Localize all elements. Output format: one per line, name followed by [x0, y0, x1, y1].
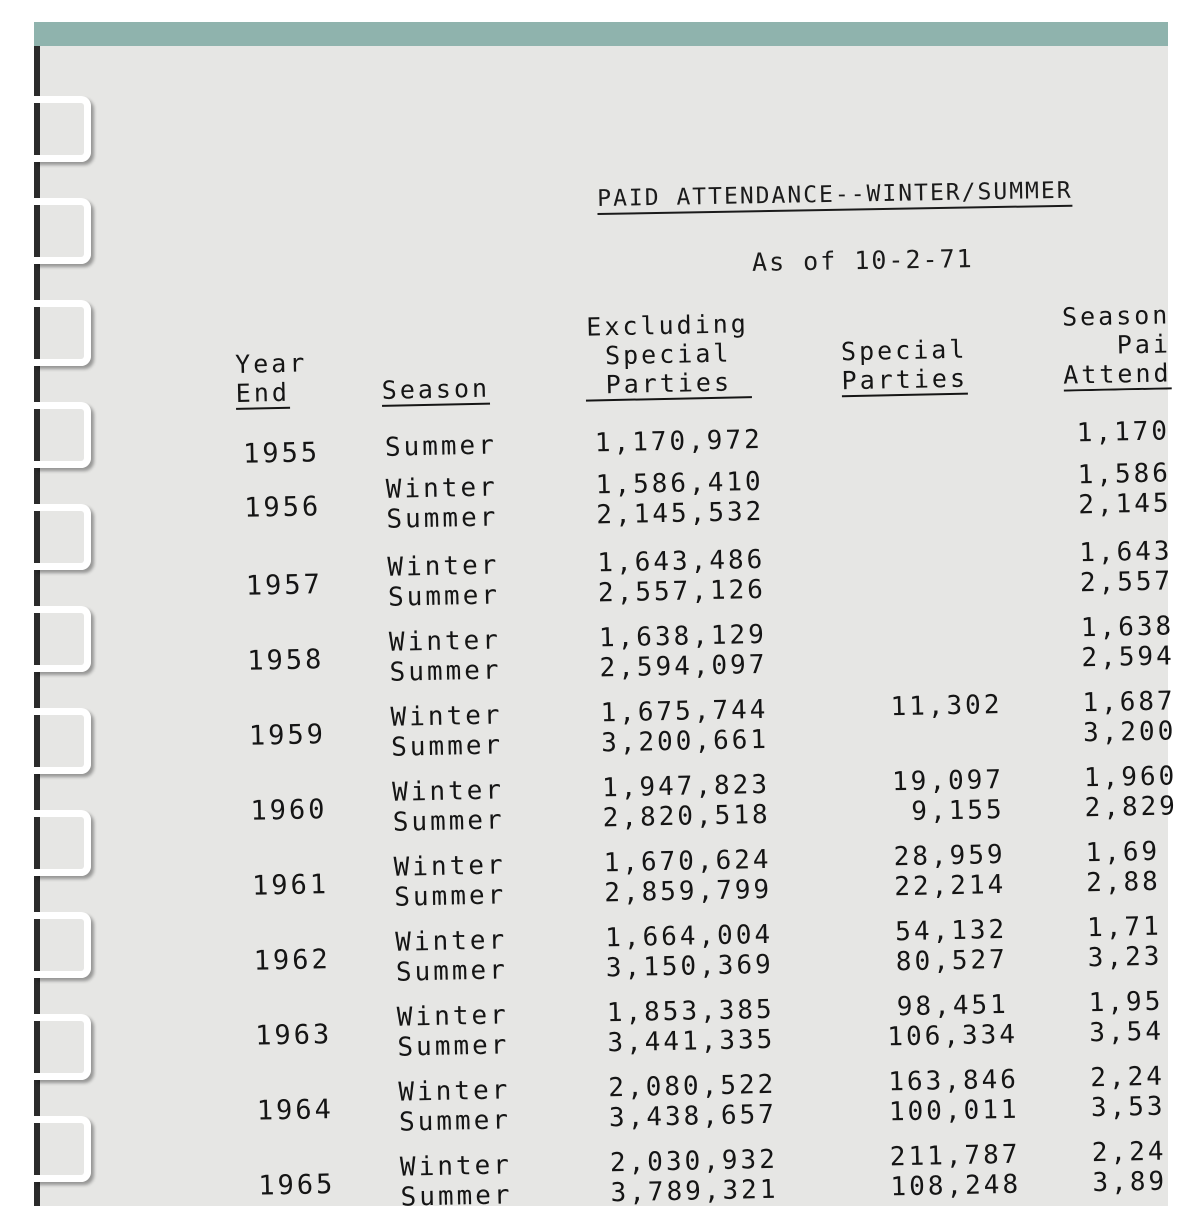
season-paid-attendance-cell-line: 1,170	[1076, 416, 1171, 449]
season-cell-line: Summer	[398, 1105, 512, 1138]
excluding-special-parties-cell	[603, 845, 772, 909]
binding-ring	[34, 198, 91, 264]
special-parties-cell-line: 22,214	[893, 869, 1007, 903]
excluding-special-parties-cell-line: 1,947,823	[601, 769, 771, 804]
season-paid-attendance-cell	[1084, 761, 1185, 823]
season-cell	[385, 472, 498, 534]
season-paid-attendance-cell-line: 1,638	[1080, 611, 1175, 644]
excluding-special-parties-cell	[595, 425, 763, 459]
special-parties-cell	[882, 765, 1005, 828]
excluding-special-parties-cell-line: 3,438,657	[608, 1099, 778, 1134]
excluding-special-parties-cell	[605, 920, 774, 984]
season-paid-attendance-cell-line: 1,71	[1086, 911, 1163, 944]
special-parties-cell	[888, 1064, 1020, 1128]
season-cell	[395, 925, 508, 987]
season-paid-attendance-cell-line: 3,89	[1092, 1166, 1168, 1199]
season-paid-attendance-cell-line: 1,95	[1088, 986, 1164, 1019]
season-cell-line: Winter	[393, 850, 506, 883]
excluding-special-parties-cell-line: 2,030,932	[609, 1144, 779, 1179]
season-cell-line: Winter	[387, 550, 500, 583]
season-cell-line: Summer	[389, 655, 502, 688]
excluding-special-parties-cell	[597, 545, 766, 609]
year-end-cell: 1956	[243, 491, 322, 524]
season-paid-attendance-cell	[1079, 536, 1180, 598]
excluding-special-parties-cell-line: 3,789,321	[610, 1174, 779, 1209]
excluding-special-parties-cell	[595, 467, 764, 531]
season-cell	[387, 550, 500, 612]
season-cell-line: Summer	[395, 955, 509, 988]
special-parties-cell-line: 100,011	[888, 1094, 1020, 1128]
season-cell-line: Summer	[390, 730, 504, 763]
season-cell	[392, 775, 505, 837]
excluding-special-parties-cell-line: 1,586,410	[595, 466, 764, 501]
excluding-special-parties-cell-line: 1,638,129	[598, 619, 768, 654]
season-paid-attendance-cell-line: 2,24	[1089, 1061, 1166, 1094]
excluding-special-parties-cell-line: 1,853,385	[606, 994, 775, 1029]
excluding-special-parties-cell-line: 2,820,518	[602, 799, 771, 834]
season-cell-line: Winter	[391, 775, 505, 808]
season-paid-attendance-cell-line: 1,69	[1085, 836, 1161, 869]
excluding-special-parties-cell	[610, 1145, 779, 1209]
excluding-special-parties-cell-line: 1,670,624	[603, 844, 772, 879]
special-parties-cell	[883, 840, 1006, 903]
season-paid-attendance-cell	[1088, 986, 1189, 1048]
binding-ring	[34, 402, 91, 468]
special-parties-cell-line: 108,248	[890, 1169, 1022, 1203]
special-parties-cell	[880, 690, 1003, 723]
season-cell	[397, 1000, 510, 1062]
season-cell-line: Winter	[388, 625, 502, 658]
binding-ring	[34, 810, 91, 876]
binding-ring	[34, 504, 91, 570]
excluding-special-parties-cell-line: 1,170,972	[594, 424, 764, 459]
season-paid-attendance-cell	[1077, 458, 1178, 520]
special-parties-cell-line: 11,302	[890, 689, 1003, 723]
document-title: PAID ATTENDANCE--WINTER/SUMMER	[597, 178, 1073, 215]
binding-ring	[34, 606, 91, 672]
year-end-cell: 1960	[250, 794, 328, 827]
year-end-cell: 1961	[251, 869, 330, 902]
special-parties-cell-line: 106,334	[887, 1019, 1019, 1053]
header-special-parties: Special Parties	[840, 334, 969, 396]
season-paid-attendance-cell	[1085, 836, 1186, 898]
year-end-cell: 1957	[245, 569, 324, 602]
season-cell	[385, 430, 498, 462]
season-cell-line: Summer	[394, 880, 507, 913]
year-end-cell: 1962	[253, 944, 331, 977]
season-paid-attendance-cell	[1076, 416, 1177, 448]
special-parties-cell-line: 54,132	[894, 914, 1008, 948]
as-of-date: As of 10-2-71	[751, 244, 974, 277]
excluding-special-parties-cell-line: 1,675,744	[600, 694, 769, 729]
season-cell-line: Winter	[398, 1075, 511, 1108]
season-cell-line: Summer	[397, 1030, 510, 1063]
season-paid-attendance-cell-line: 1,643	[1078, 536, 1173, 569]
excluding-special-parties-cell-line: 3,150,369	[605, 949, 775, 984]
season-cell-line: Summer	[386, 502, 499, 535]
year-end-cell: 1955	[242, 437, 321, 470]
season-cell-line: Winter	[390, 700, 503, 733]
spiral-binding	[0, 0, 110, 1200]
season-cell	[393, 850, 506, 912]
season-cell-line: Summer	[387, 580, 501, 613]
season-paid-attendance-cell-line: 2,594	[1081, 641, 1176, 674]
excluding-special-parties-cell	[600, 695, 769, 759]
year-end-cell: 1965	[258, 1169, 336, 1202]
excluding-special-parties-cell-line: 3,441,335	[607, 1024, 776, 1059]
special-parties-cell-line: 98,451	[896, 989, 1010, 1023]
year-end-cell: 1959	[248, 719, 327, 752]
special-parties-cell-line: 211,787	[889, 1139, 1021, 1173]
special-parties-cell-line: 19,097	[891, 764, 1005, 798]
season-cell-line: Winter	[399, 1150, 513, 1183]
special-parties-cell-line: 28,959	[893, 839, 1006, 873]
special-parties-cell	[889, 1139, 1022, 1203]
header-year-end: Year End	[234, 348, 308, 408]
binding-ring	[34, 96, 91, 162]
binding-ring	[34, 300, 91, 366]
season-cell	[389, 625, 502, 687]
special-parties-cell-line: 80,527	[895, 944, 1009, 978]
season-paid-attendance-cell-line: 2,88	[1085, 866, 1162, 899]
excluding-special-parties-cell-line: 3,200,661	[600, 724, 770, 759]
season-paid-attendance-cell-line: 1,960	[1083, 761, 1178, 794]
excluding-special-parties-cell-line: 2,859,799	[603, 874, 773, 909]
season-cell-line: Winter	[394, 925, 508, 958]
season-paid-attendance-cell-line: 1,586	[1077, 458, 1172, 491]
excluding-special-parties-cell-line: 2,145,532	[596, 496, 765, 531]
year-end-cell: 1964	[256, 1094, 335, 1127]
season-paid-attendance-cell	[1092, 1136, 1193, 1198]
season-paid-attendance-cell	[1090, 1061, 1191, 1123]
excluding-special-parties-cell-line: 2,557,126	[597, 574, 767, 609]
season-cell-line: Summer	[400, 1180, 513, 1213]
header-season: Season	[381, 373, 491, 405]
special-parties-cell-line: 9,155	[911, 794, 1005, 827]
excluding-special-parties-cell-line: 2,594,097	[599, 649, 768, 684]
year-end-cell: 1958	[247, 644, 325, 677]
special-parties-cell	[886, 989, 1019, 1053]
binding-ring	[34, 1116, 91, 1182]
season-paid-attendance-cell-line: 2,829	[1084, 791, 1179, 824]
season-paid-attendance-cell-line: 3,54	[1089, 1016, 1165, 1049]
excluding-special-parties-cell	[606, 995, 775, 1059]
excluding-special-parties-cell	[599, 620, 768, 684]
season-cell-line: Winter	[396, 1000, 510, 1033]
excluding-special-parties-cell-line: 1,664,004	[604, 919, 774, 954]
binding-ring	[34, 1014, 91, 1080]
season-paid-attendance-cell-line: 2,145	[1077, 488, 1172, 521]
season-cell	[400, 1150, 513, 1212]
season-paid-attendance-cell-line: 3,53	[1090, 1091, 1166, 1124]
season-cell-line: Summer	[392, 805, 505, 838]
special-parties-cell-line: 163,846	[888, 1064, 1020, 1098]
excluding-special-parties-cell-line: 1,643,486	[597, 544, 766, 579]
season-cell	[398, 1075, 511, 1137]
season-paid-attendance-cell-line: 1,687	[1082, 686, 1176, 719]
header-excluding-special-parties: Excluding Special Parties	[584, 309, 752, 401]
season-cell-line: Summer	[384, 430, 498, 463]
special-parties-cell	[885, 915, 1008, 978]
binding-ring	[34, 708, 91, 774]
binding-ring	[34, 912, 91, 978]
season-paid-attendance-cell	[1082, 686, 1183, 748]
excluding-special-parties-cell-line: 2,080,522	[608, 1069, 777, 1104]
season-paid-attendance-cell-line: 2,24	[1091, 1136, 1167, 1169]
season-paid-attendance-cell-line: 3,200	[1082, 716, 1177, 749]
season-cell	[390, 700, 503, 762]
season-paid-attendance-cell	[1081, 611, 1182, 673]
season-cell-line: Winter	[385, 472, 499, 505]
season-paid-attendance-cell-line: 2,557	[1079, 566, 1174, 599]
year-end-cell: 1963	[254, 1019, 333, 1052]
season-paid-attendance-cell-line: 3,23	[1087, 941, 1163, 974]
season-paid-attendance-cell	[1087, 911, 1188, 973]
excluding-special-parties-cell	[602, 770, 771, 834]
header-season-paid-attendance: Season Pai Attend	[1061, 300, 1172, 390]
excluding-special-parties-cell	[608, 1070, 777, 1134]
